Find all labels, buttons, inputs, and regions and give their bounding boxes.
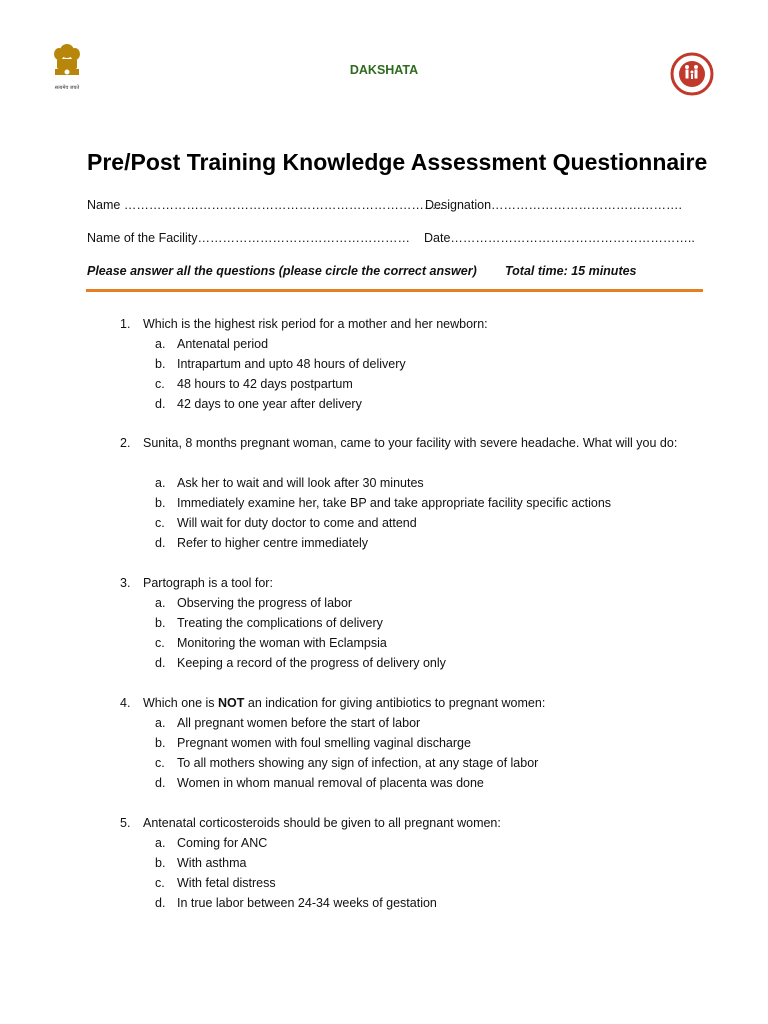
option-letter[interactable]: b.: [155, 856, 166, 870]
option-letter[interactable]: d.: [155, 397, 166, 411]
option-text[interactable]: Immediately examine her, take BP and take appropriate facility specific actions: [177, 496, 612, 510]
header-divider: [86, 289, 703, 292]
option-text[interactable]: All pregnant women before the start of labor: [177, 716, 421, 730]
option-letter[interactable]: d.: [155, 536, 166, 550]
option-text[interactable]: Women in whom manual removal of placenta was done: [177, 776, 484, 790]
program-name: DAKSHATA: [349, 63, 419, 77]
question-number: 3.: [120, 576, 131, 590]
designation-field[interactable]: Designation……………………………………….: [425, 198, 682, 212]
option-text[interactable]: Pregnant women with foul smelling vaginal discharge: [177, 736, 471, 750]
option-letter[interactable]: c.: [155, 377, 165, 391]
option-text[interactable]: Antenatal period: [177, 337, 269, 351]
emblem-caption: सत्यमेव जयते: [54, 85, 80, 91]
instructions: Please answer all the questions (please circle the correct answer): [87, 264, 477, 278]
option-text[interactable]: Refer to higher centre immediately: [177, 536, 369, 550]
option-letter[interactable]: a.: [155, 836, 166, 850]
question-text: Which one is NOT an indication for giving antibiotics to pregnant women:: [143, 696, 546, 710]
option-text[interactable]: With asthma: [177, 856, 247, 870]
question-number: 2.: [120, 436, 131, 450]
question-text: Which is the highest risk period for a mother and her newborn:: [143, 317, 488, 331]
option-letter[interactable]: d.: [155, 896, 166, 910]
option-text[interactable]: Treating the complications of delivery: [177, 616, 383, 630]
question-text: Sunita, 8 months pregnant woman, came to your facility with severe headache. What will you do:: [143, 436, 678, 450]
option-letter[interactable]: a.: [155, 337, 166, 351]
option-text[interactable]: To all mothers showing any sign of infection, at any stage of labor: [177, 756, 539, 770]
option-letter[interactable]: d.: [155, 776, 166, 790]
emphasis-not: NOT: [218, 696, 245, 710]
question-number: 5.: [120, 816, 131, 830]
option-text[interactable]: In true labor between 24-34 weeks of gestation: [177, 896, 437, 910]
option-letter[interactable]: b.: [155, 496, 166, 510]
option-letter[interactable]: b.: [155, 616, 166, 630]
option-letter[interactable]: b.: [155, 736, 166, 750]
option-letter[interactable]: c.: [155, 756, 165, 770]
option-letter[interactable]: a.: [155, 596, 166, 610]
option-letter[interactable]: c.: [155, 636, 165, 650]
option-letter[interactable]: a.: [155, 716, 166, 730]
option-letter[interactable]: b.: [155, 357, 166, 371]
option-text[interactable]: Coming for ANC: [177, 836, 268, 850]
question-text: Antenatal corticosteroids should be given to all pregnant women:: [143, 816, 501, 830]
option-text[interactable]: 42 days to one year after delivery: [177, 397, 362, 411]
option-text[interactable]: Monitoring the woman with Eclampsia: [177, 636, 387, 650]
question-number: 1.: [120, 317, 131, 331]
option-text[interactable]: Ask her to wait and will look after 30 minutes: [177, 476, 424, 490]
date-field[interactable]: Date…………………………………………………..: [424, 231, 695, 245]
facility-field[interactable]: Name of the Facility……………………………………………: [87, 231, 410, 245]
option-text[interactable]: Intrapartum and upto 48 hours of delivery: [177, 357, 406, 371]
total-time: Total time: 15 minutes: [505, 264, 637, 278]
option-letter[interactable]: c.: [155, 516, 165, 530]
question-number: 4.: [120, 696, 131, 710]
option-letter[interactable]: a.: [155, 476, 166, 490]
option-text[interactable]: Observing the progress of labor: [177, 596, 353, 610]
option-text[interactable]: Will wait for duty doctor to come and attend: [177, 516, 417, 530]
option-letter[interactable]: c.: [155, 876, 165, 890]
page-title: Pre/Post Training Knowledge Assessment Questionnaire: [87, 149, 708, 175]
question-text: Partograph is a tool for:: [143, 576, 273, 590]
option-letter[interactable]: d.: [155, 656, 166, 670]
option-text[interactable]: Keeping a record of the progress of delivery only: [177, 656, 446, 670]
option-text[interactable]: 48 hours to 42 days postpartum: [177, 377, 353, 391]
name-field[interactable]: Name …………………………………………………………………..: [87, 198, 444, 212]
option-text[interactable]: With fetal distress: [177, 876, 276, 890]
